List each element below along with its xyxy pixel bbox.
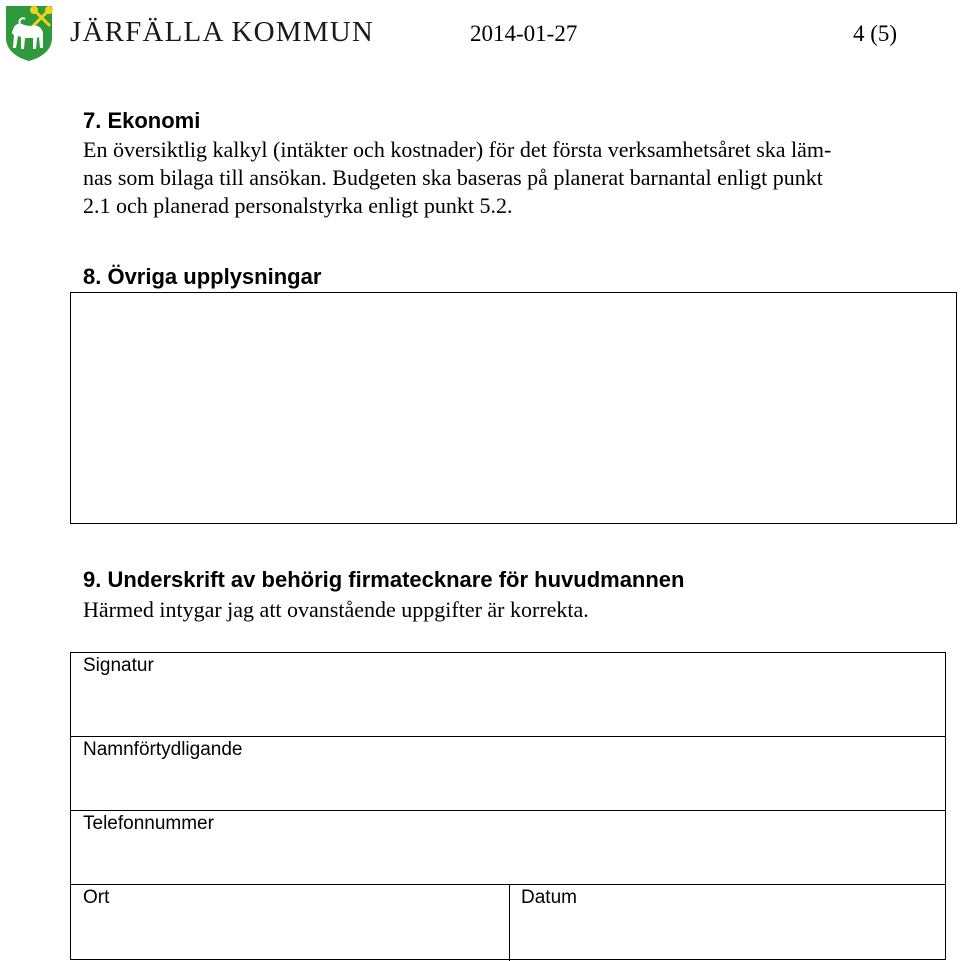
section-8-heading: 8. Övriga upplysningar (83, 264, 322, 289)
signature-field[interactable] (71, 653, 945, 737)
certification-line: Härmed intygar jag att ovanstående uppgifter är korrekta. (83, 597, 589, 622)
brand-name: JÄRFÄLLA KOMMUN (70, 16, 375, 48)
section-9-heading: 9. Underskrift av behörig firmatecknare för huvudmannen (83, 567, 685, 592)
phone-field[interactable] (71, 811, 945, 885)
date-label: Datum (521, 887, 577, 908)
section-7-line: 2.1 och planerad personalstyrka enligt punkt 5.2. (83, 193, 513, 218)
other-information-box[interactable] (70, 292, 957, 524)
place-label: Ort (83, 887, 110, 908)
name-clarification-label: Namnförtydligande (83, 739, 243, 760)
signature-table (70, 652, 946, 960)
page-number: 4 (5) (853, 21, 898, 46)
name-clarification-field[interactable] (71, 737, 945, 811)
section-7-text (83, 136, 943, 220)
signature-label: Signatur (83, 655, 154, 676)
section-7-line: nas som bilaga till ansökan. Budgeten ska baseras på planerat barnantal enligt punkt (83, 165, 823, 190)
section-7-heading: 7. Ekonomi (83, 108, 201, 133)
section-7-line: En översiktlig kalkyl (intäkter och kostnader) för det första verksamhetsåret ska läm- (83, 137, 832, 162)
municipality-logo (4, 4, 54, 62)
certification-text (83, 596, 943, 624)
place-date-row (71, 885, 945, 961)
document-date: 2014-01-27 (470, 21, 578, 46)
phone-label: Telefonnummer (83, 813, 214, 834)
column-divider (509, 885, 510, 961)
